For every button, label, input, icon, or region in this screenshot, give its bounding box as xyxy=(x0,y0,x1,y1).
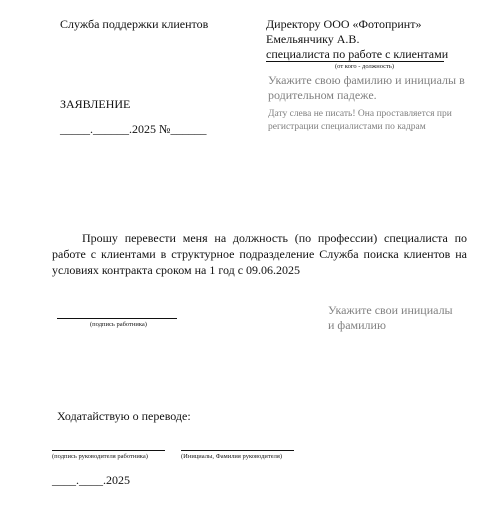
applicant-position: специалиста по работе с клиентами xyxy=(266,47,449,61)
employee-signature-line xyxy=(57,318,177,319)
applicant-name: Емельянчику А.В. xyxy=(266,32,360,46)
petition-date: ____.____.2025 xyxy=(52,473,130,487)
hint-date-note-line-1: Дату слева не писать! Она проставляется при xyxy=(268,109,452,119)
hint-genitive-line-1: Укажите свою фамилию и инициалы в xyxy=(268,73,465,87)
hint-genitive-line-2: родительном падеже. xyxy=(268,88,377,102)
department-name: Служба поддержки клиентов xyxy=(60,17,209,31)
position-underline xyxy=(266,61,444,62)
position-caption: (от кого - должность) xyxy=(335,63,394,70)
manager-signature-line xyxy=(52,450,165,451)
document-type-heading: ЗАЯВЛЕНИЕ xyxy=(60,97,131,111)
manager-name-line xyxy=(181,450,294,451)
hint-date-note-line-2: регистрации специалистами по кадрам xyxy=(268,122,426,132)
manager-name-caption: (Инициалы, Фамилия руководителя) xyxy=(181,453,283,460)
request-paragraph xyxy=(52,230,467,278)
petition-label: Ходатайствую о переводе: xyxy=(57,409,191,423)
hint-sign-line-2: и фамилию xyxy=(328,318,386,332)
hint-sign-line-1: Укажите свои инициалы xyxy=(328,303,453,317)
employee-signature-caption: (подпись работника) xyxy=(90,321,147,328)
registration-date-number: _____.______.2025 №______ xyxy=(60,122,207,136)
manager-signature-caption: (подпись руководителя работника) xyxy=(52,453,148,460)
request-text: Прошу перевести меня на должность (по профессии) специалиста по работе с клиентами в структурное подразделение Служба поиска клиентов на условиях контракта сроком на 1 год с 09.06.2025 xyxy=(52,231,467,277)
addressee-line: Директору ООО «Фотопринт» xyxy=(266,17,422,31)
